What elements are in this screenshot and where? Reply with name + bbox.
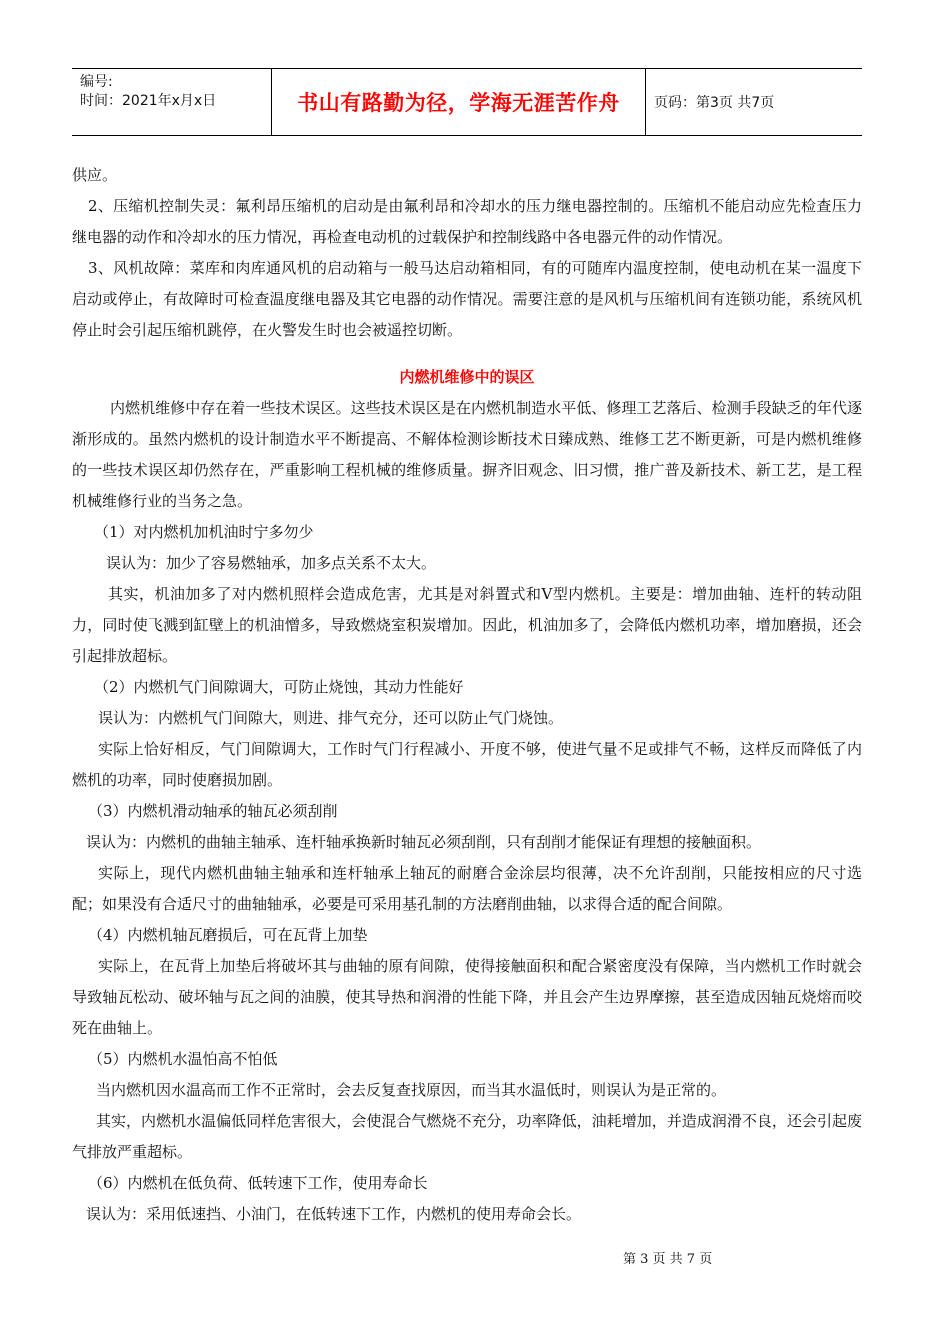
header-motto: 书山有路勤为径，学海无涯苦作舟: [297, 91, 620, 115]
page-footer: [623, 1248, 712, 1267]
paragraph: 3、风机故障：菜库和肉库通风机的启动箱与一般马达启动箱相同，有的可随库内温度控制，使电动机在某一温度下启动或停止，有故障时可检查温度继电器及其它电器的动作情况。需要注意的是风机与压缩机间有连锁功能，系统风机停止时会引起压缩机跳停，在火警发生时也会被遥控切断。: [72, 259, 862, 339]
paragraph: 误认为：内燃机气门间隙大，则进、排气充分，还可以防止气门烧蚀。: [98, 709, 564, 727]
footer-page-number: 第 3 页 共 7 页: [623, 1252, 713, 1267]
paragraph: （1）对内燃机加机油时宁多勿少: [94, 523, 314, 541]
paragraph: 误认为：加少了容易燃轴承，加多点关系不太大。: [106, 554, 437, 572]
header-meta: [72, 69, 272, 135]
paragraph: 2、压缩机控制失灵：氟利昂压缩机的启动是由氟利昂和冷却水的压力继电器控制的。压缩机不能启动应先检查压力继电器的动作和冷却水的压力情况，再检查电动机的过载保护和控制线路中各电器元件的动作情况。: [72, 197, 862, 246]
document-number-label: 编号:: [80, 74, 113, 90]
page-header: [72, 68, 862, 136]
paragraph: 内燃机维修中存在着一些技术误区。这些技术误区是在内燃机制造水平低、修理工艺落后、检测手段缺乏的年代逐渐形成的。虽然内燃机的设计制造水平不断提高、不解体检测诊断技术日臻成熟、维修工艺不断更新，可是内燃机维修的一些技术误区却仍然存在，严重影响工程机械的维修质量。摒齐旧观念、旧习惯，推广普及新技术、新工艺，是工程机械维修行业的当务之急。: [72, 399, 862, 510]
header-page-cell: [646, 69, 862, 135]
paragraph: （5）内燃机水温怕高不怕低: [88, 1050, 278, 1068]
paragraph: （6）内燃机在低负荷、低转速下工作，使用寿命长: [88, 1174, 428, 1192]
paragraph: 其实，机油加多了对内燃机照样会造成危害，尤其是对斜置式和V型内燃机。主要是：增加曲轴、连杆的转动阻力，同时使飞溅到缸壁上的机油憎多，导致燃烧室积炭增加。因此，机油加多了，会降低内燃机功率，增加磨损，还会引起排放超标。: [72, 585, 862, 665]
section-title: 内燃机维修中的误区: [399, 368, 535, 386]
paragraph: 实际上恰好相反，气门间隙调大，工作时气门行程减小、开度不够，使进气量不足或排气不畅，这样反而降低了内燃机的功率，同时使磨损加剧。: [72, 740, 862, 789]
paragraph: 误认为：内燃机的曲轴主轴承、连杆轴承换新时轴瓦必须刮削，只有刮削才能保证有理想的接触面积。: [86, 833, 762, 851]
paragraph: 供应。: [72, 166, 118, 184]
document-body: [72, 160, 862, 1230]
paragraph: （4）内燃机轴瓦磨损后，可在瓦背上加垫: [88, 926, 368, 944]
paragraph: 实际上，在瓦背上加垫后将破坏其与曲轴的原有间隙，使得接触面积和配合紧密度没有保障，当内燃机工作时就会导致轴瓦松动、破坏轴与瓦之间的油膜，使其导热和润滑的性能下降，并且会产生边界摩擦，甚至造成因轴瓦烧熔而咬死在曲轴上。: [72, 957, 862, 1037]
header-page-label: 页码：第3页 共7页: [654, 95, 775, 111]
paragraph: 误认为：采用低速挡、小油门，在低转速下工作，内燃机的使用寿命会长。: [86, 1205, 582, 1223]
paragraph: （3）内燃机滑动轴承的轴瓦必须刮削: [88, 802, 338, 820]
paragraph: 实际上，现代内燃机曲轴主轴承和连杆轴承上轴瓦的耐磨合金涂层均很薄，决不允许刮削，只能按相应的尺寸选配；如果没有合适尺寸的曲轴轴承，必要是可采用基孔制的方法磨削曲轴，以求得合适的配合间隙。: [72, 864, 862, 913]
paragraph: （2）内燃机气门间隙调大，可防止烧蚀，其动力性能好: [94, 678, 464, 696]
header-motto-cell: [272, 69, 646, 135]
paragraph: 其实，内燃机水温偏低同样危害很大，会使混合气燃烧不充分，功率降低，油耗增加，并造成润滑不良，还会引起废气排放严重超标。: [72, 1112, 862, 1161]
paragraph: 当内燃机因水温高而工作不正常时，会去反复查找原因，而当其水温低时，则误认为是正常的。: [96, 1081, 727, 1099]
document-time-label: 时间：2021年x月x日: [80, 93, 217, 109]
